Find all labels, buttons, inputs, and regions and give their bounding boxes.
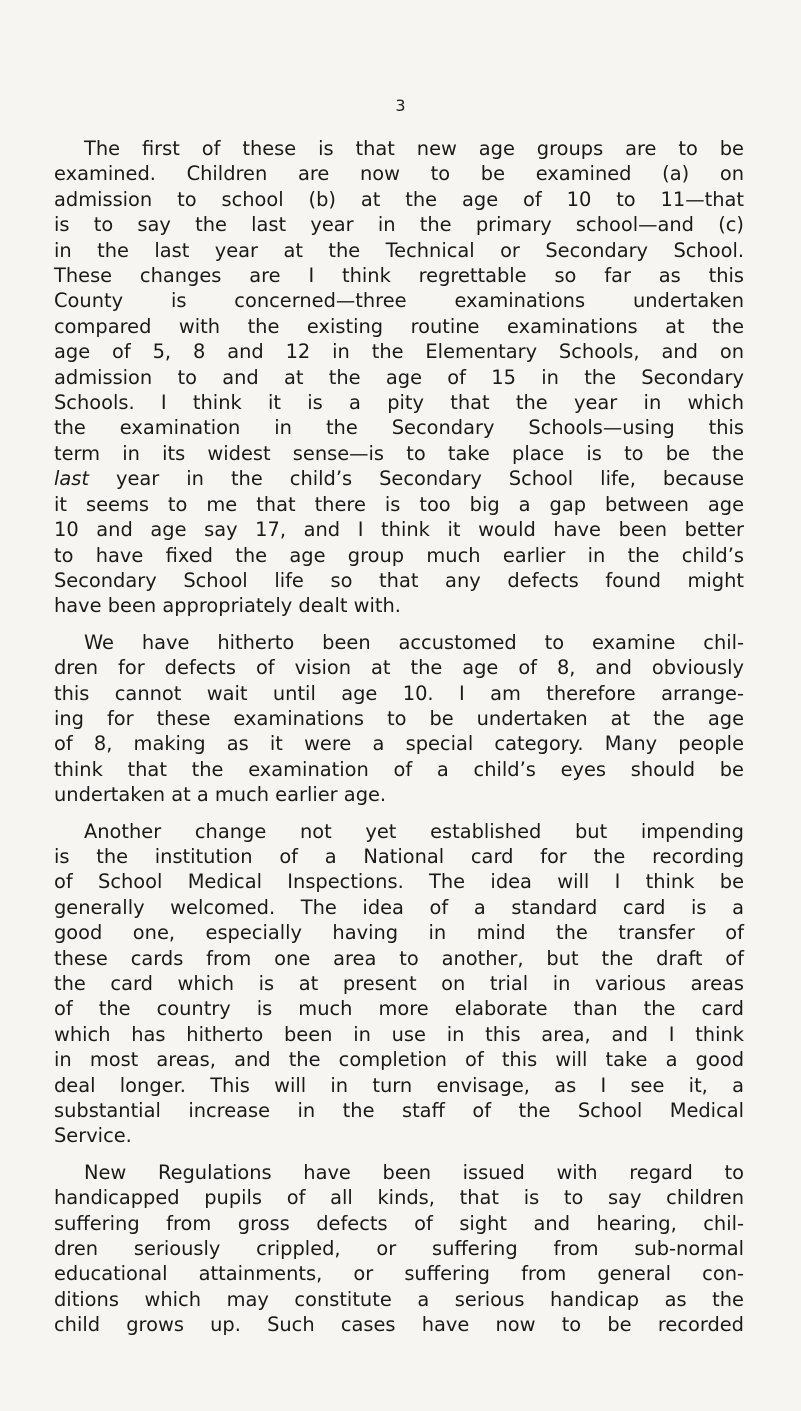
text-line: suffering from gross defects of sight and hearing, chil- xyxy=(54,1211,744,1235)
text-line: Service. xyxy=(54,1124,132,1148)
text-line: child grows up. Such cases have now to be recorded xyxy=(54,1313,744,1337)
text-line: of 8, making as it were a special category. Many people xyxy=(54,732,744,756)
text-line: 10 and age say 17, and I think it would have been better xyxy=(54,518,744,542)
text-line: New Regulations have been issued with regard to xyxy=(84,1160,744,1184)
text-line: dren seriously crippled, or suffering from sub-normal xyxy=(54,1237,744,1261)
text-line: handicapped pupils of all kinds, that is to say children xyxy=(54,1186,744,1210)
paragraph-1 xyxy=(54,136,744,619)
text-line: these cards from one area to another, but the draft of xyxy=(54,946,744,970)
text-line xyxy=(54,466,744,491)
text-line: These changes are I think regrettable so far as this xyxy=(54,264,744,288)
text-line: We have hitherto been accustomed to examine chil- xyxy=(84,630,744,654)
text-line: the card which is at present on trial in various areas xyxy=(54,972,744,995)
paragraph-4 xyxy=(54,1160,744,1338)
text-line: examined. Children are now to be examined (a) on xyxy=(54,162,744,186)
text-line: deal longer. This will in turn envisage, as I see it, a xyxy=(54,1073,744,1097)
text-line-rest: year in the child’s Secondary School life, because xyxy=(88,467,744,491)
text-line: of School Medical Inspections. The idea will I think be xyxy=(54,870,744,894)
text-line: Secondary School life so that any defects found might xyxy=(54,568,744,592)
text-line: educational attainments, or suffering from general con- xyxy=(54,1262,744,1286)
text-line: the examination in the Secondary Schools—using this xyxy=(54,416,744,440)
text-line: ditions which may constitute a serious handicap as the xyxy=(54,1287,744,1311)
text-line: Another change not yet established but impending xyxy=(84,819,744,843)
text-line: this cannot wait until age 10. I am therefore arrange- xyxy=(54,681,744,705)
text-line: in most areas, and the completion of this will take a good xyxy=(54,1048,744,1072)
text-line: The first of these is that new age groups are to be xyxy=(84,137,744,160)
emphasis-last: last xyxy=(54,467,89,491)
text-line: admission to school (b) at the age of 10 to 11—that xyxy=(54,187,744,211)
text-line: is to say the last year in the primary school—and (c) xyxy=(54,213,744,237)
paragraph-3 xyxy=(54,819,744,1149)
paragraph-2 xyxy=(54,630,744,808)
text-line: age of 5, 8 and 12 in the Elementary Schools, and on xyxy=(54,340,744,364)
text-line: generally welcomed. The idea of a standard card is a xyxy=(54,895,744,919)
text-line: is the institution of a National card for the recording xyxy=(54,844,744,868)
text-line: ing for these examinations to be undertaken at the age xyxy=(54,706,744,730)
text-line: to have fixed the age group much earlier in the child’s xyxy=(54,543,744,567)
body-text xyxy=(54,136,744,1349)
text-line: good one, especially having in mind the transfer of xyxy=(54,921,744,945)
text-line: it seems to me that there is too big a gap between age xyxy=(54,492,744,516)
text-line: in the last year at the Technical or Secondary School. xyxy=(54,238,744,262)
text-line: term in its widest sense—is to take place is to be the xyxy=(54,441,744,465)
text-line: of the country is much more elaborate than the card xyxy=(54,997,744,1021)
text-line: admission to and at the age of 15 in the Secondary xyxy=(54,365,744,389)
text-line: undertaken at a much earlier age. xyxy=(54,783,387,807)
text-line: which has hitherto been in use in this area, and I think xyxy=(54,1022,744,1046)
text-line: have been appropriately dealt with. xyxy=(54,594,401,618)
text-line: compared with the existing routine examinations at the xyxy=(54,314,744,338)
text-line: substantial increase in the staff of the School Medical xyxy=(54,1099,744,1123)
text-line: dren for defects of vision at the age of 8, and obviously xyxy=(54,656,744,680)
page-number: 3 xyxy=(395,96,406,115)
text-line: County is concerned—three examinations undertaken xyxy=(54,289,744,313)
text-line: think that the examination of a child’s eyes should be xyxy=(54,757,744,781)
text-line: Schools. I think it is a pity that the year in which xyxy=(54,391,744,415)
